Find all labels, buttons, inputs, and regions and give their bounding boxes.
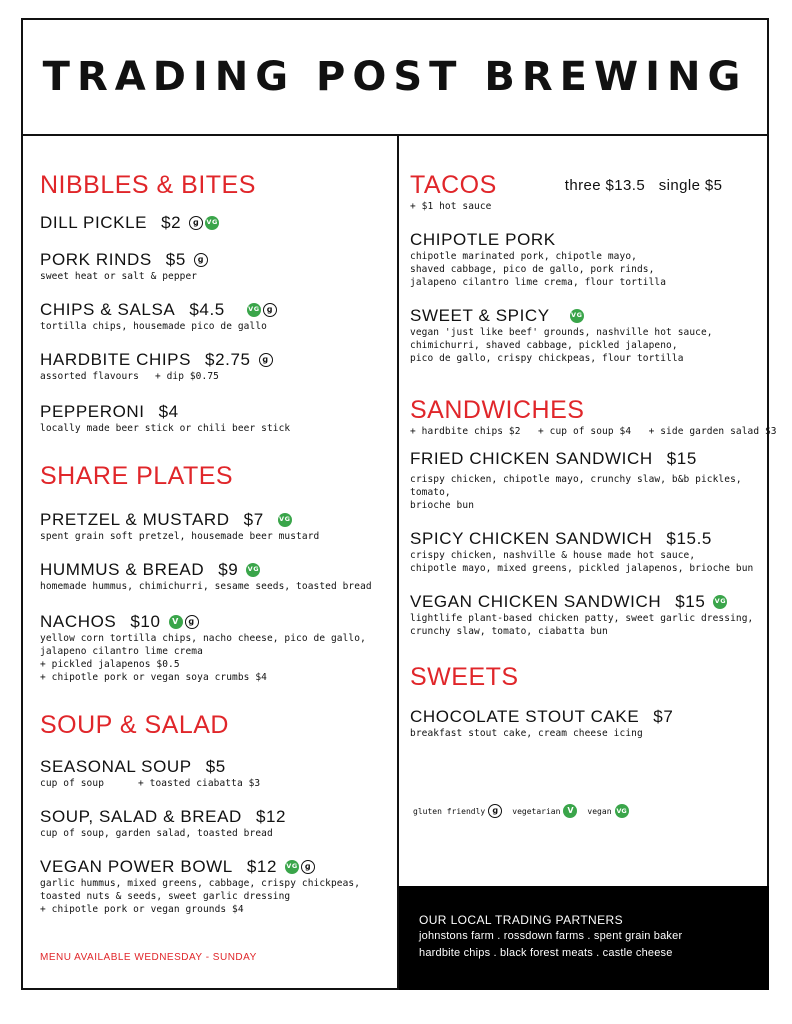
section-soup-title: SOUP & SALAD xyxy=(40,711,229,739)
vegetarian-icon: V xyxy=(563,804,577,818)
section-sweets-title: SWEETS xyxy=(410,663,519,691)
item-price: $15.5 xyxy=(666,529,712,548)
brewery-title: TRADING POST BREWING xyxy=(42,54,748,100)
taco-note: + $1 hot sauce xyxy=(410,201,492,212)
item-name: PRETZEL & MUSTARD xyxy=(40,510,230,529)
partners-line: johnstons farm . rossdown farms . spent grain baker xyxy=(419,930,683,942)
item-description: sweet heat or salt & pepper xyxy=(40,271,198,282)
vegan-icon: VG xyxy=(570,309,584,323)
sandwich-addons: + hardbite chips $2 + cup of soup $4 + side garden salad $3 xyxy=(410,426,777,437)
item-name: DILL PICKLE xyxy=(40,213,148,232)
vegan-icon: VG xyxy=(615,804,629,818)
menu-item xyxy=(40,212,390,233)
menu-item xyxy=(40,559,390,593)
item-description-line: crispy chicken, nashville & house made hot sauce, xyxy=(410,550,696,561)
legend-v-label: vegetarian xyxy=(512,806,561,816)
menu-item xyxy=(410,528,765,575)
item-price: $12 xyxy=(246,857,278,876)
item-name: CHIPS & SALSA xyxy=(40,300,176,319)
item-price: $4 xyxy=(158,402,179,421)
item-name: HUMMUS & BREAD xyxy=(40,560,205,579)
menu-item xyxy=(410,229,765,289)
vegan-icon: VG xyxy=(713,595,727,609)
item-addon: + pickled jalapenos $0.5 xyxy=(40,659,180,670)
item-description-line: jalapeno cilantro lime crema, flour tortilla xyxy=(410,277,667,288)
item-name: PEPPERONI xyxy=(40,402,145,421)
menu-frame xyxy=(21,18,777,990)
item-description-line: brioche bun xyxy=(410,500,475,511)
item-price: $5 xyxy=(205,757,226,776)
item-name: VEGAN CHICKEN SANDWICH xyxy=(410,592,662,611)
item-name: PORK RINDS xyxy=(40,250,152,269)
column-divider xyxy=(397,136,399,988)
gluten-friendly-icon: ɡ xyxy=(185,615,199,629)
item-price: $7 xyxy=(243,510,264,529)
vegan-icon: VG xyxy=(205,216,219,230)
item-name: CHOCOLATE STOUT CAKE xyxy=(410,707,640,726)
item-price: $12 xyxy=(255,807,287,826)
item-price: $15 xyxy=(666,449,697,468)
vegan-icon: VG xyxy=(278,513,292,527)
item-description-line: crispy chicken, chipotle mayo, crunchy slaw, b&b pickles, tomato, xyxy=(410,474,742,498)
item-price: $5 xyxy=(165,250,186,269)
item-price: $2 xyxy=(161,213,182,232)
item-description: cup of soup, garden salad, toasted bread xyxy=(40,828,273,839)
gluten-friendly-icon: ɡ xyxy=(263,303,277,317)
menu-item xyxy=(410,448,765,512)
item-name: SPICY CHICKEN SANDWICH xyxy=(410,529,653,548)
dietary-legend xyxy=(413,804,639,818)
item-price: $10 xyxy=(130,612,161,631)
section-tacos-title: TACOS xyxy=(410,171,497,199)
section-nibbles-title: NIBBLES & BITES xyxy=(40,171,256,199)
gluten-friendly-icon: ɡ xyxy=(194,253,208,267)
menu-item xyxy=(410,706,765,740)
item-description-line: lightlife plant-based chicken patty, sweet garlic dressing, xyxy=(410,613,754,624)
taco-pricing: three $13.5 single $5 xyxy=(564,176,723,194)
gluten-friendly-icon: ɡ xyxy=(189,216,203,230)
legend-vg-label: vegan xyxy=(587,806,612,816)
vegan-icon: VG xyxy=(285,860,299,874)
vegan-icon: VG xyxy=(247,303,261,317)
item-description-line: yellow corn tortilla chips, nacho cheese, pico de gallo, xyxy=(40,633,366,644)
partners-panel xyxy=(399,886,769,990)
item-price: $15 xyxy=(675,592,706,611)
item-name: SOUP, SALAD & BREAD xyxy=(40,807,242,826)
item-name: VEGAN POWER BOWL xyxy=(40,857,233,876)
item-description-line: crunchy slaw, tomato, ciabatta bun xyxy=(410,626,608,637)
item-description: assorted flavours + dip $0.75 xyxy=(40,371,219,382)
menu-item xyxy=(410,305,765,365)
menu-item xyxy=(40,509,390,543)
item-description: homemade hummus, chimichurri, sesame seeds, toasted bread xyxy=(40,581,372,592)
item-description-line: garlic hummus, mixed greens, cabbage, crispy chickpeas, xyxy=(40,878,361,889)
item-description-line: chipotle marinated pork, chipotle mayo, xyxy=(410,251,637,262)
item-description-line: chimichurri, shaved cabbage, pickled jalapeno, xyxy=(410,340,678,351)
item-name: FRIED CHICKEN SANDWICH xyxy=(410,449,653,468)
item-description: cup of soup + toasted ciabatta $3 xyxy=(40,778,261,789)
menu-header xyxy=(23,20,767,136)
item-addon: + chipotle pork or vegan soya crumbs $4 xyxy=(40,672,267,683)
item-name: NACHOS xyxy=(40,612,117,631)
item-name: SEASONAL SOUP xyxy=(40,757,192,776)
partners-title: OUR LOCAL TRADING PARTNERS xyxy=(419,913,623,927)
left-column xyxy=(40,170,390,916)
item-addon: + chipotle pork or vegan grounds $4 xyxy=(40,904,244,915)
item-description-line: toasted nuts & seeds, sweet garlic dressing xyxy=(40,891,291,902)
section-share-title: SHARE PLATES xyxy=(40,462,234,490)
gluten-friendly-icon: ɡ xyxy=(259,353,273,367)
vegan-icon: VG xyxy=(246,563,260,577)
menu-item xyxy=(40,249,390,283)
menu-item xyxy=(40,856,390,916)
gluten-friendly-icon: ɡ xyxy=(301,860,315,874)
item-name: SWEET & SPICY xyxy=(410,306,550,325)
item-description-line: vegan 'just like beef' grounds, nashville hot sauce, xyxy=(410,327,713,338)
item-price: $4.5 xyxy=(189,300,225,319)
item-name: HARDBITE CHIPS xyxy=(40,350,192,369)
item-description-line: chipotle mayo, mixed greens, pickled jalapenos, brioche bun xyxy=(410,563,754,574)
menu-item xyxy=(410,591,765,638)
menu-item xyxy=(40,349,390,383)
item-price: $2.75 xyxy=(205,350,251,369)
item-description-line: jalapeno cilantro lime crema xyxy=(40,646,203,657)
right-column xyxy=(410,170,777,740)
item-name: CHIPOTLE PORK xyxy=(410,230,556,249)
menu-item xyxy=(40,611,390,684)
menu-item xyxy=(40,806,390,840)
item-description: tortilla chips, housemade pico de gallo xyxy=(40,321,267,332)
menu-item xyxy=(40,401,390,435)
partners-line: hardbite chips . black forest meats . castle cheese xyxy=(419,947,673,959)
menu-item xyxy=(40,756,390,790)
gluten-friendly-icon: ɡ xyxy=(488,804,502,818)
item-description-line: pico de gallo, crispy chickpeas, flour tortilla xyxy=(410,353,684,364)
item-price: $7 xyxy=(653,707,674,726)
item-description: locally made beer stick or chili beer stick xyxy=(40,423,291,434)
item-description-line: shaved cabbage, pico de gallo, pork rinds, xyxy=(410,264,655,275)
item-description: breakfast stout cake, cream cheese icing xyxy=(410,728,643,739)
vegetarian-icon: V xyxy=(169,615,183,629)
availability-note: MENU AVAILABLE WEDNESDAY - SUNDAY xyxy=(40,952,257,963)
menu-item xyxy=(40,299,390,333)
section-sandwiches-title: SANDWICHES xyxy=(410,396,585,424)
item-price: $9 xyxy=(218,560,239,579)
legend-gf-label: gluten friendly xyxy=(413,806,486,816)
item-description: spent grain soft pretzel, housemade beer mustard xyxy=(40,531,320,542)
